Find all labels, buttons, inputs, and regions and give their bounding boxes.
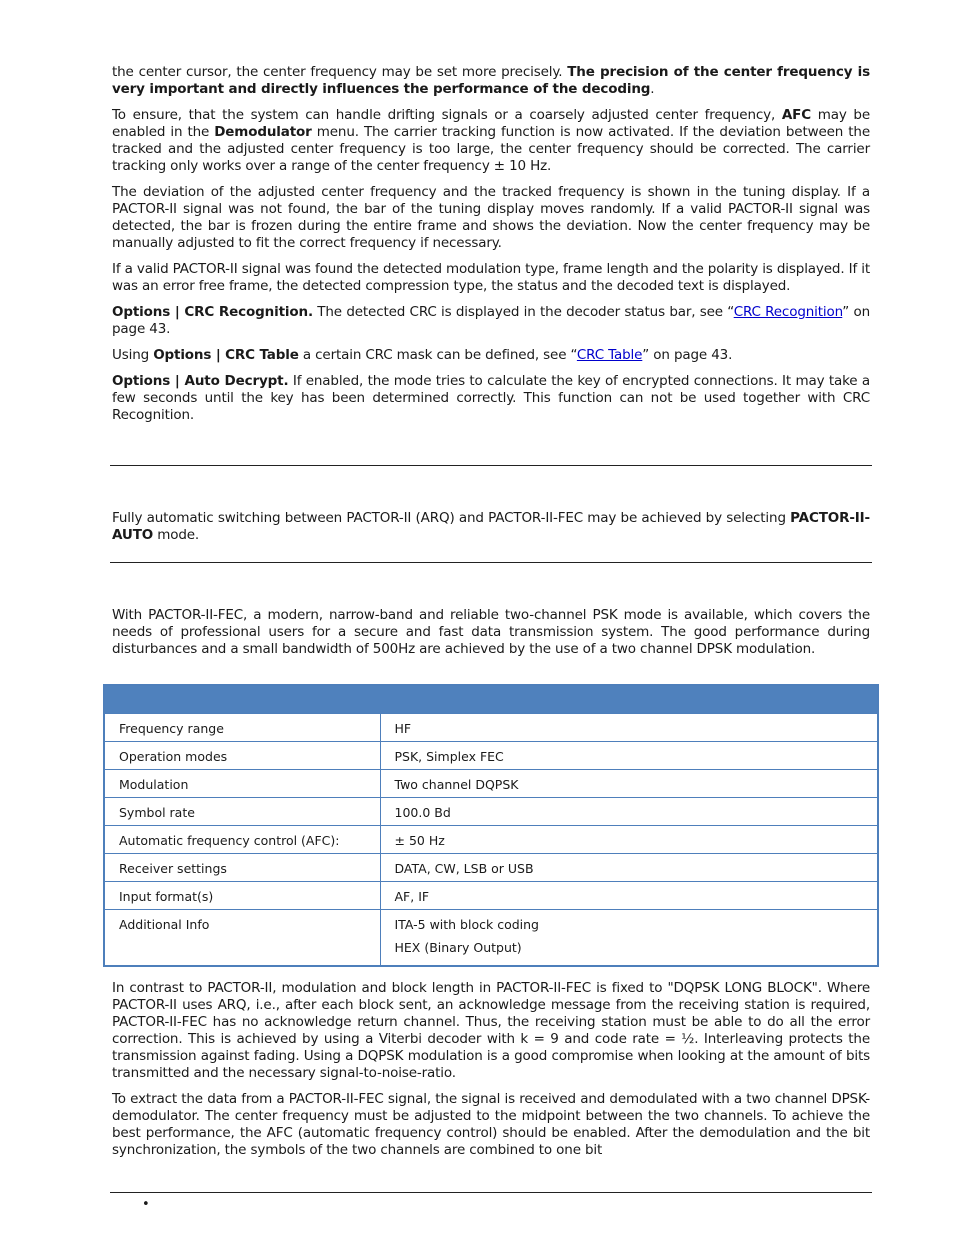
- paragraph-afc: To ensure, that the system can handle drifting signals or a coarsely adjusted center frequency, AFC may be enabled in the Demodulator menu. The carrier tracking function is now activated. If the deviation between the tracked and the adjusted center frequency is too large, the center frequency should be corrected. The carrier tracking only works over a range of the center frequency ± 10 Hz.: [112, 107, 870, 174]
- crc-table-link[interactable]: CRC Table: [576, 347, 643, 363]
- footer-divider: [110, 1192, 872, 1193]
- paragraph-crc-recognition: Options | CRC Recognition. The detected CRC is displayed in the decoder status bar, see “CRC Recognition” on page 43.: [112, 304, 870, 337]
- table-row: Input format(s) AF, IF: [104, 882, 878, 910]
- paragraph-pactor-auto: Fully automatic switching between PACTOR-II (ARQ) and PACTOR-II-FEC may be achieved by selecting PACTOR-II-AUTO mode.: [112, 510, 870, 543]
- table-header: [104, 685, 878, 714]
- specification-table: [103, 684, 879, 967]
- intro-section: [112, 64, 870, 433]
- fec-section: [112, 607, 870, 667]
- table-row: Automatic frequency control (AFC): ± 50 Hz: [104, 826, 878, 854]
- section-divider: [110, 465, 872, 466]
- crc-recognition-link[interactable]: CRC Recognition: [733, 304, 843, 320]
- paragraph-detected-signal: If a valid PACTOR-II signal was found the detected modulation type, frame length and the polarity is displayed. If it was an error free frame, the detected compression type, the status and the decoded text is displayed.: [112, 261, 870, 294]
- table-row: Frequency range HF: [104, 714, 878, 742]
- after-table-section: [112, 980, 870, 1168]
- auto-section: [112, 510, 870, 553]
- table-row: Additional Info ITA-5 with block coding HEX (Binary Output): [104, 910, 878, 966]
- footer-bullet: •: [142, 1197, 150, 1212]
- table-row: Modulation Two channel DQPSK: [104, 770, 878, 798]
- paragraph-dqpsk-long-block: In contrast to PACTOR-II, modulation and block length in PACTOR-II-FEC is fixed to "DQPSK LONG BLOCK". Where PACTOR-II uses ARQ, i.e., after each block sent, an acknowledge message from the receiving station is required, PACTOR-II-FEC has no acknowledge return channel. Thus, the receiving station must be able to do all the error correction. This is achieved by using a Viterbi decoder with k = 9 and code rate = ½. Interleaving protects the transmission against fading. Using a DQPSK modulation is a good compromise when looking at the amount of bits transmitted and the necessary signal-to-noise-ratio.: [112, 980, 870, 1081]
- paragraph-crc-table: Using Options | CRC Table a certain CRC mask can be defined, see “CRC Table” on page 43.: [112, 347, 733, 363]
- paragraph-extract-data: To extract the data from a PACTOR-II-FEC signal, the signal is received and demodulated with a two channel DPSK-demodulator. The center frequency must be adjusted to the midpoint between the two channels. To achieve the best performance, the AFC (automatic frequency control) should be enabled. After the demodulation and the bit synchronization, the symbols of the two channels are combined to one bit: [112, 1091, 870, 1158]
- paragraph-tuning-display: The deviation of the adjusted center frequency and the tracked frequency is shown in the tuning display. If a PACTOR-II signal was not found, the bar of the tuning display moves randomly. If a valid PACTOR-II signal was detected, the bar is frozen during the entire frame and shows the deviation. Now the center frequency may be manually adjusted to fit the correct frequency if necessary.: [112, 184, 870, 251]
- paragraph-center-cursor: the center cursor, the center frequency may be set more precisely. The precision of the center frequency is very important and directly influences the performance of the decoding.: [112, 64, 870, 97]
- paragraph-pactor-fec: With PACTOR-II-FEC, a modern, narrow-band and reliable two-channel PSK mode is available, which covers the needs of professional users for a secure and fast data transmission system. The good performance during disturbances and a small bandwidth of 500Hz are achieved by the use of a two channel DPSK modulation.: [112, 607, 870, 657]
- table-row: Receiver settings DATA, CW, LSB or USB: [104, 854, 878, 882]
- table-row: Symbol rate 100.0 Bd: [104, 798, 878, 826]
- emphasis-precision: The precision of the center frequency is very important and directly influences the performance of the decoding: [112, 64, 870, 97]
- paragraph-auto-decrypt: Options | Auto Decrypt. If enabled, the mode tries to calculate the key of encrypted connections. It may take a few seconds until the key has been determined correctly. This function can not be used together with CRC Recognition.: [112, 373, 871, 423]
- table-row: Operation modes PSK, Simplex FEC: [104, 742, 878, 770]
- section-divider: [110, 562, 872, 563]
